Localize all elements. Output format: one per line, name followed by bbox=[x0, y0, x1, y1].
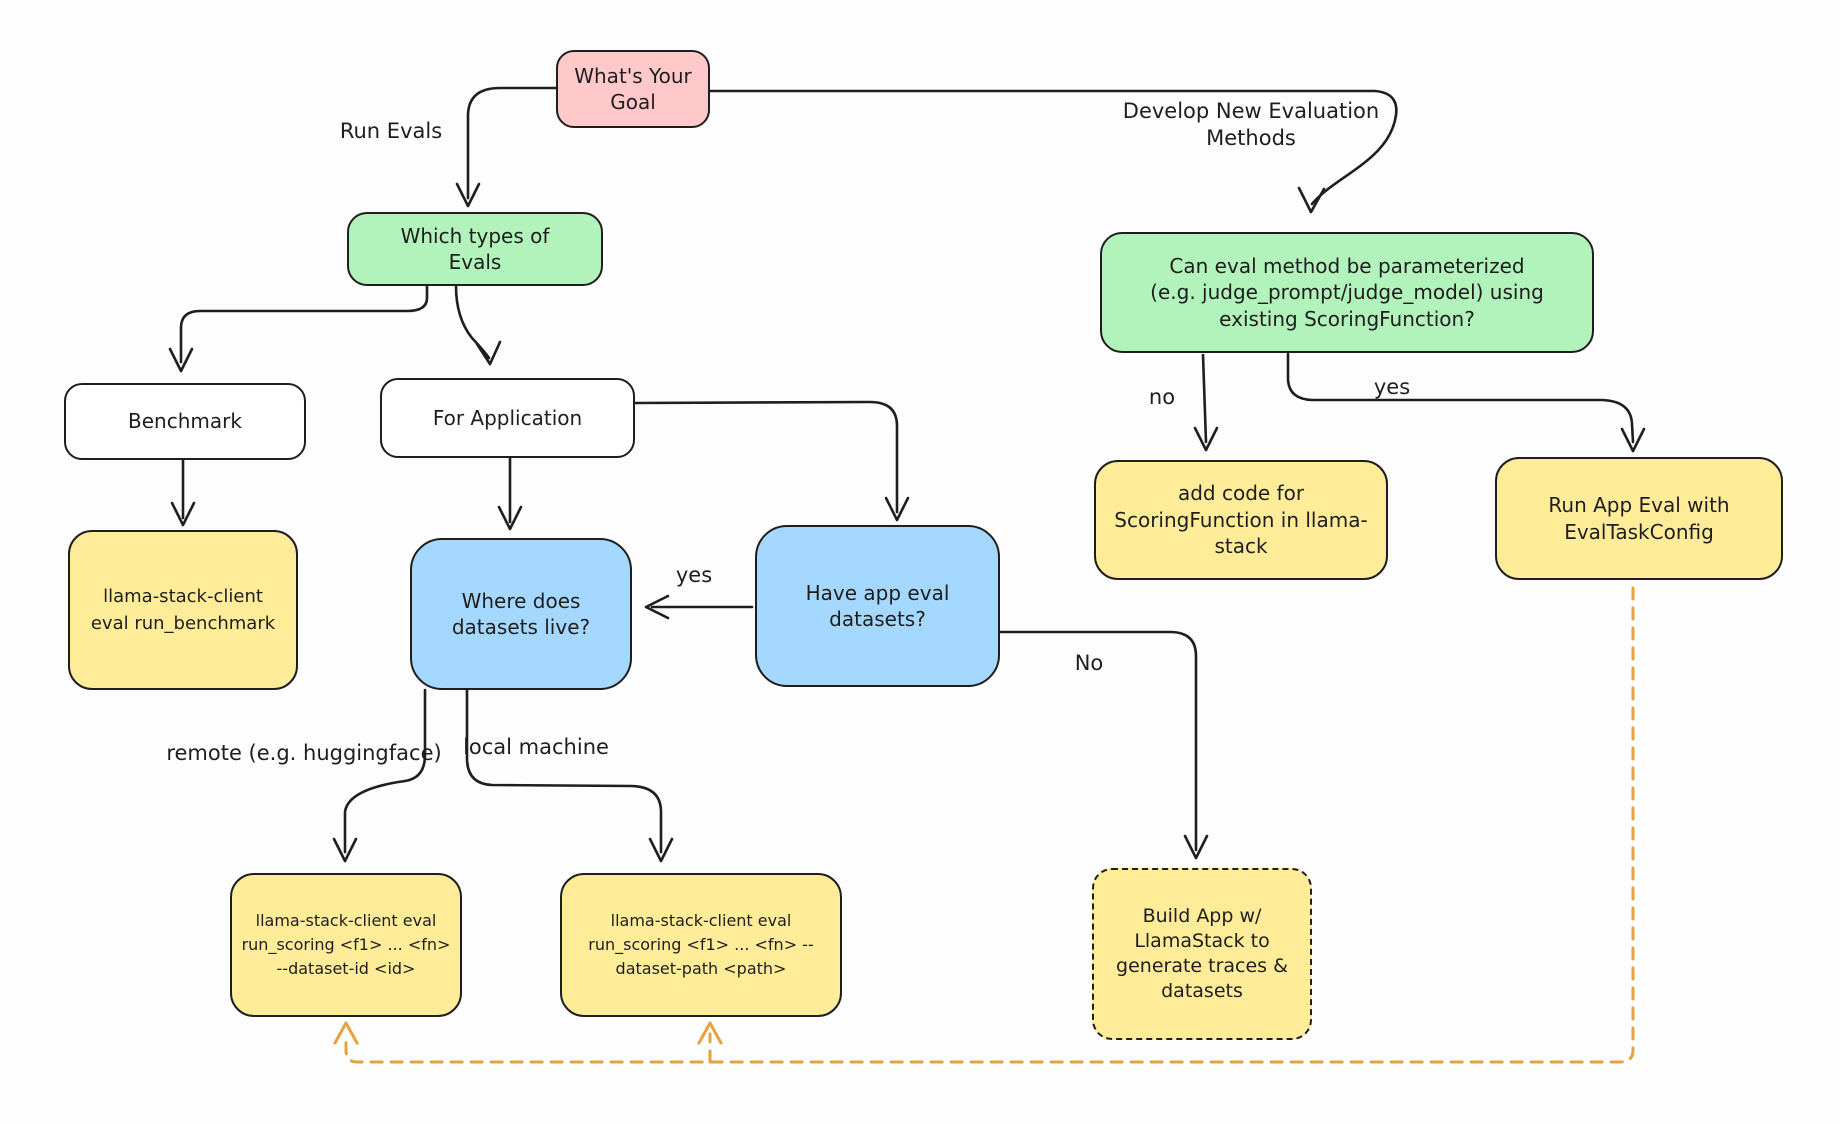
node-label: For Application bbox=[432, 405, 583, 430]
node-build-app-with-llamastack bbox=[1092, 868, 1312, 1040]
node-label: add code for ScoringFunction in llama-stack bbox=[1114, 481, 1368, 559]
node-label: Benchmark bbox=[128, 409, 242, 434]
node-can-eval-method-be-parameterized bbox=[1100, 232, 1594, 353]
edge-label-no-cap: No bbox=[1074, 651, 1104, 675]
node-label: Build App w/ LlamaStack to generate traces & datasets bbox=[1116, 904, 1288, 1003]
edge-label-local-machine: local machine bbox=[463, 735, 609, 759]
arrowhead-up-orange-icon bbox=[335, 1023, 357, 1043]
edge-label-yes-right: yes bbox=[1373, 375, 1411, 399]
edge-parameterized-to-add-code bbox=[1203, 355, 1206, 442]
node-label: What's Your Goal bbox=[574, 63, 692, 114]
edge-for-application-to-have-datasets bbox=[635, 402, 897, 512]
node-label: Where does datasets live? bbox=[451, 588, 591, 639]
node-run-scoring-dataset-id-command bbox=[230, 873, 462, 1017]
node-label: llama-stack-client eval run_scoring <f1> ... <fn> --dataset-id <id> bbox=[241, 911, 451, 978]
node-which-types-of-evals bbox=[347, 212, 603, 286]
arrowhead-down-icon bbox=[1299, 188, 1324, 212]
node-label: Can eval method be parameterized (e.g. judge_prompt/judge_model) using existing ScoringFunction? bbox=[1150, 253, 1544, 331]
node-add-code-for-scoringfunction bbox=[1094, 460, 1388, 580]
node-run-scoring-dataset-path-command bbox=[560, 873, 842, 1017]
edge-label-no: no bbox=[1148, 385, 1176, 409]
edge-which-types-to-benchmark bbox=[181, 286, 427, 362]
node-run-benchmark-command bbox=[68, 530, 298, 690]
node-label: llama-stack-client eval run_scoring <f1> ... <fn> --dataset-path <path> bbox=[588, 911, 814, 978]
edge-label-develop-new-evaluation-methods: Develop New Evaluation Methods bbox=[1122, 99, 1380, 151]
node-have-app-eval-datasets bbox=[755, 525, 1000, 687]
node-whats-your-goal bbox=[556, 50, 710, 128]
edge-goal-to-which-types bbox=[468, 88, 556, 198]
node-where-does-datasets-live bbox=[410, 538, 632, 690]
node-run-app-eval-with-evaltaskconfig bbox=[1495, 457, 1783, 580]
edge-label-remote-huggingface: remote (e.g. huggingface) bbox=[166, 741, 442, 765]
node-label: Have app eval datasets? bbox=[805, 580, 950, 631]
node-for-application bbox=[380, 378, 635, 458]
edge-parameterized-to-run-app-eval bbox=[1288, 354, 1633, 442]
edge-label-yes-mid: yes bbox=[675, 563, 713, 587]
node-label: Run App Eval with EvalTaskConfig bbox=[1548, 493, 1730, 544]
arrowhead-down-icon bbox=[477, 342, 500, 364]
node-benchmark bbox=[64, 383, 306, 460]
edge-which-types-to-for-application bbox=[456, 286, 489, 358]
node-label: Which types of Evals bbox=[400, 223, 550, 274]
node-label: llama-stack-client eval run_benchmark bbox=[90, 586, 276, 634]
edge-where-datasets-to-run-scoring-id bbox=[345, 690, 425, 852]
edge-label-run-evals: Run Evals bbox=[339, 119, 443, 143]
edge-where-datasets-to-run-scoring-path bbox=[467, 690, 661, 852]
